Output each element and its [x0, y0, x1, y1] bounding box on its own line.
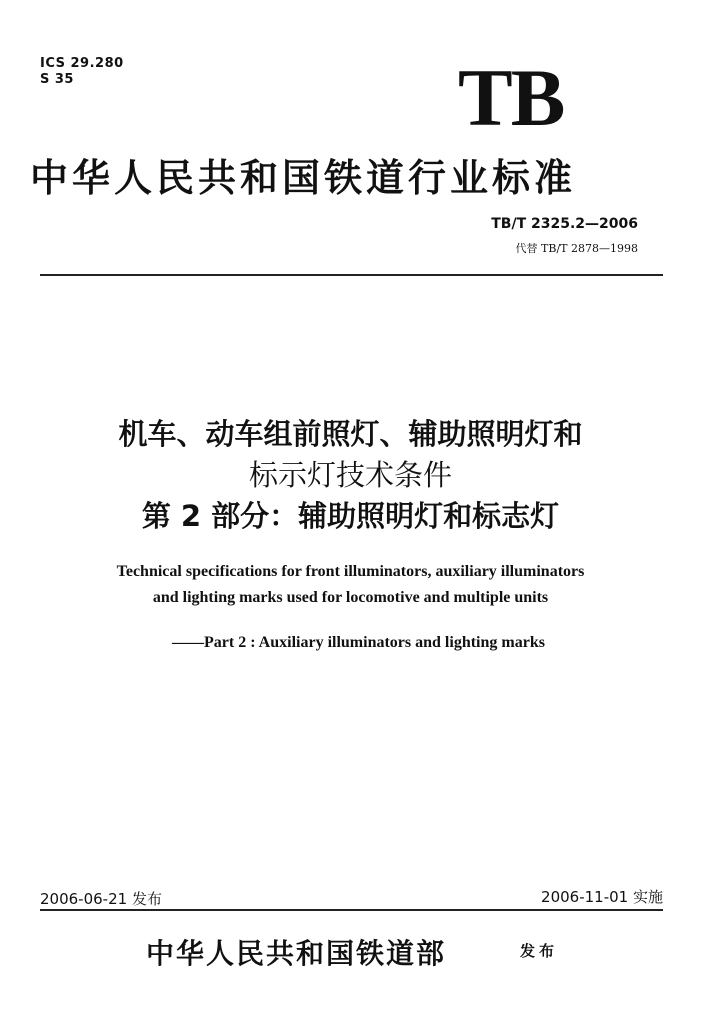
replaces-standard: 代替 TB/T 2878—1998 — [515, 242, 638, 255]
implement-date: 2006-11-01 实施 — [541, 888, 663, 906]
title-cn-line2: 标示灯技术条件 — [248, 458, 452, 492]
classification-codes — [40, 56, 124, 88]
title-cn-line1: 机车、动车组前照灯、辅助照明灯和 — [118, 417, 583, 451]
title-cn-line3: 第 2 部分：辅助照明灯和标志灯 — [141, 499, 560, 533]
issued-label: 发布 — [520, 942, 559, 960]
issuing-authority: 中华人民共和国铁道部 — [146, 937, 447, 970]
standard-number: TB/T 2325.2—2006 — [491, 216, 638, 232]
ccs-code: S 35 — [40, 72, 74, 87]
title-en-line2: and lighting marks used for locomotive and multiple units — [152, 589, 549, 606]
title-en-line1: Technical specifications for front illuminators, auxiliary illuminators — [116, 563, 585, 580]
header-divider — [40, 274, 663, 276]
standard-category: 中华人民共和国铁道行业标准 — [30, 155, 577, 200]
publish-date: 2006-06-21 发布 — [40, 890, 162, 908]
ics-code: ICS 29.280 — [40, 56, 124, 71]
title-en-line3: ——Part 2 : Auxiliary illuminators and lighting marks — [172, 634, 545, 651]
footer-divider — [40, 909, 663, 911]
tb-logo: TB — [458, 52, 564, 143]
